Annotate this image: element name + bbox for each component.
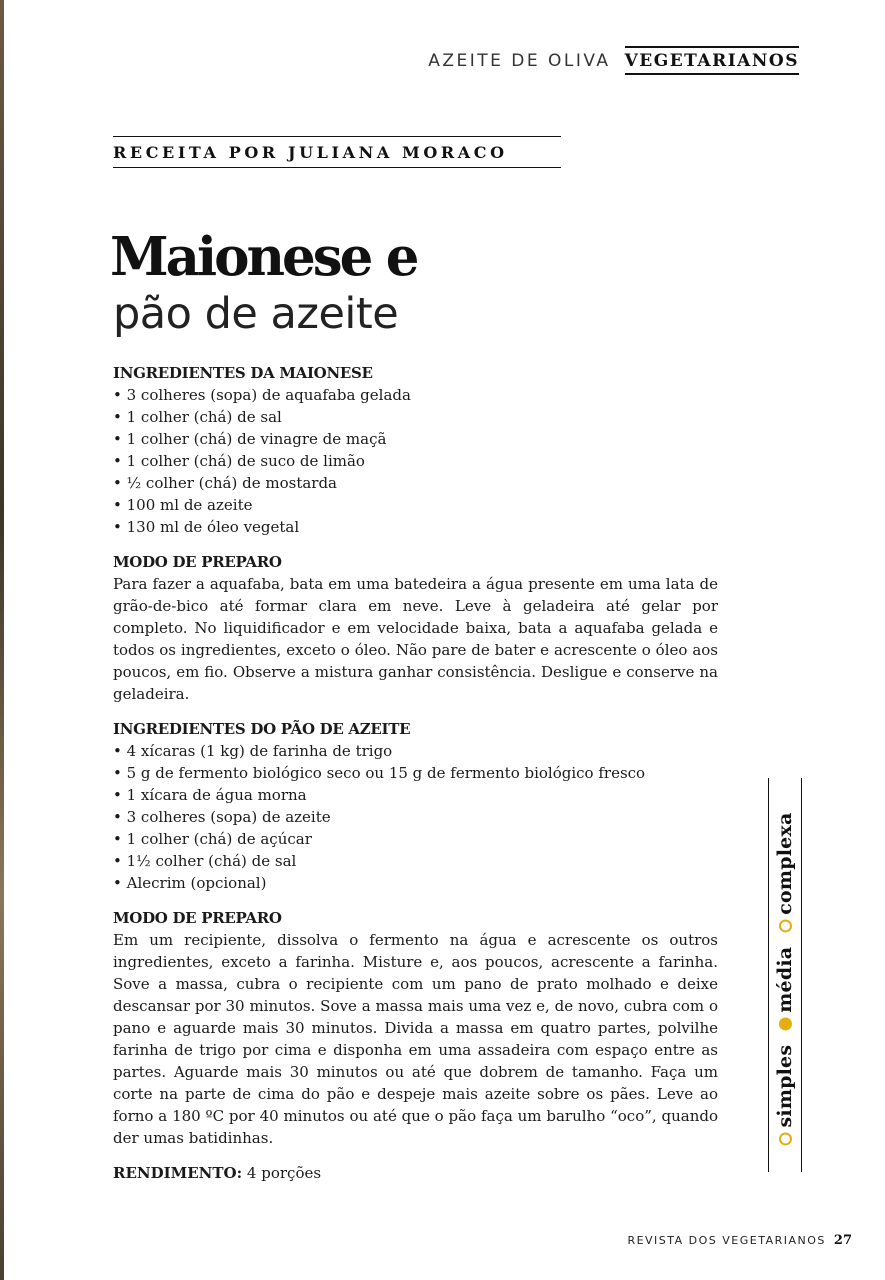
list-item: • 100 ml de azeite [113,494,718,516]
bread-method-text: Em um recipiente, dissolva o fermento na água e acrescente os outros ingredientes, exceto a farinha. Misture e, aos poucos, acrescente a farinha. Sove a massa, cubra o recipiente com um pano de prato molhado e deixe descansar por 30 minutos. Sove a massa mais uma vez e, de novo, cubra com o pano e aguarde mais 30 minutos. Divida a massa em quatro partes, polvilhe farinha de trigo por cima e disponha em uma assadeira com espaço entre as partes. Aguarde mais 30 minutos ou até que dobrem de tamanho. Faça um corte na parte de cima do pão e despeje mais azeite sobre os pães. Leve ao forno a 180 ºC por 40 minutos ou até que o pão faça um barulho “oco”, quando der umas batidinhas. [113,931,718,1147]
list-item: • 1 colher (chá) de açúcar [113,828,718,850]
empty-circle-icon [779,920,792,933]
yield-value: 4 porções [242,1164,322,1182]
mayo-ingredients-heading: INGREDIENTES DA MAIONESE [113,364,373,382]
difficulty-simples [774,1045,796,1146]
list-item: • 1 xícara de água morna [113,784,718,806]
list-item: • Alecrim (opcional) [113,872,718,894]
section-header [428,46,799,75]
bread-ingredients-heading: INGREDIENTES DO PÃO DE AZEITE [113,720,411,738]
list-item: • 1½ colher (chá) de sal [113,850,718,872]
page-footer [627,1233,852,1248]
list-item: • 1 colher (chá) de vinagre de maçã [113,428,718,450]
recipe-body [113,362,718,1184]
recipe-subtitle: pão de azeite [113,289,399,339]
recipe-yield [113,1162,718,1184]
difficulty-media [774,947,796,1031]
page-number: 27 [833,1233,852,1248]
difficulty-label: média [774,946,796,1013]
difficulty-label: simples [774,1044,796,1128]
magazine-name: REVISTA DOS VEGETARIANOS [627,1234,826,1247]
list-item: • 3 colheres (sopa) de azeite [113,806,718,828]
page-binding-edge [0,0,4,1280]
list-item: • 3 colheres (sopa) de aquafaba gelada [113,384,718,406]
bread-method-heading: MODO DE PREPARO [113,909,282,927]
list-item: • ½ colher (chá) de mostarda [113,472,718,494]
recipe-byline: RECEITA POR JULIANA MORACO [113,136,561,168]
difficulty-levels [774,805,796,1146]
mayo-method-heading: MODO DE PREPARO [113,553,282,571]
list-item: • 4 xícaras (1 kg) de farinha de trigo [113,740,718,762]
list-item: • 1 colher (chá) de suco de limão [113,450,718,472]
mayo-ingredients-list [113,384,718,538]
mayo-method-text: Para fazer a aquafaba, bata em uma batedeira a água presente em uma lata de grão-de-bico até formar clara em neve. Leve à geladeira até gelar por completo. No liquidificador e em velocidade baixa, bata a aquafaba gelada e todos os ingredientes, exceto o óleo. Não pare de bater e acrescente o óleo aos poucos, em fio. Observe a mistura ganhar consistência. Desligue e conserve na geladeira. [113,575,718,703]
difficulty-label: complexa [774,812,796,915]
filled-circle-icon [779,1018,792,1031]
list-item: • 1 colher (chá) de sal [113,406,718,428]
section-subtitle: AZEITE DE OLIVA [428,50,611,71]
list-item: • 5 g de fermento biológico seco ou 15 g de fermento biológico fresco [113,762,718,784]
section-title: VEGETARIANOS [625,46,799,75]
yield-label: RENDIMENTO: [113,1164,243,1182]
difficulty-scale [768,778,802,1172]
recipe-title: Maionese e [110,226,417,288]
empty-circle-icon [779,1132,792,1145]
bread-ingredients-list [113,740,718,894]
difficulty-complexa [774,813,796,933]
list-item: • 130 ml de óleo vegetal [113,516,718,538]
